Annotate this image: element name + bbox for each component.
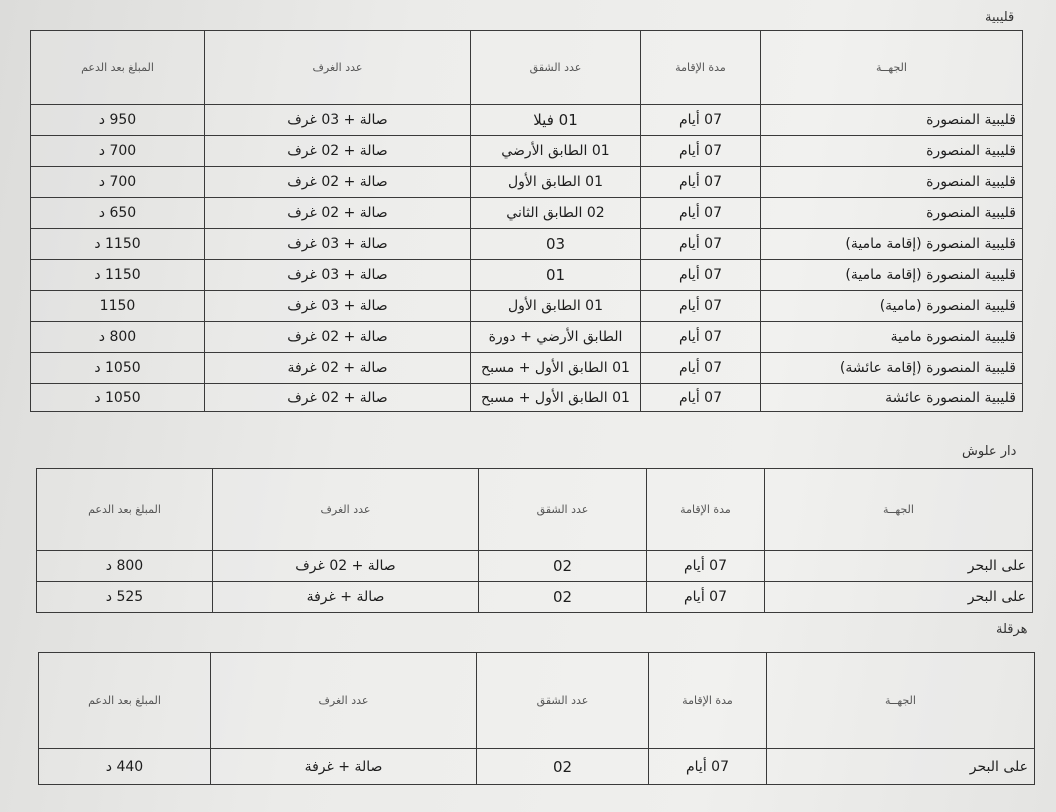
table-row [31, 105, 1023, 136]
cell-rooms: صالة + 02 غرف [205, 384, 471, 412]
cell-amount: 700 د [31, 167, 205, 198]
cell-apartments: 01 الطابق الأول [471, 167, 641, 198]
section-title-hergla: هرقلة [996, 622, 1028, 637]
table-row [31, 229, 1023, 260]
table-row [31, 384, 1023, 412]
table-row [31, 198, 1023, 229]
cell-destination: على البحر [765, 551, 1033, 582]
header-rooms: عدد الغرف [211, 653, 477, 749]
cell-amount: 1050 د [31, 353, 205, 384]
section-title-dar-allouch: دار علوش [962, 444, 1017, 459]
table-row [31, 291, 1023, 322]
table-row [31, 167, 1023, 198]
header-duration: مدة الإقامة [647, 469, 765, 551]
cell-destination: قليبية المنصورة (مامية) [761, 291, 1023, 322]
cell-rooms: صالة + 02 غرفة [205, 353, 471, 384]
cell-duration: 07 أيام [641, 105, 761, 136]
header-destination: الجهــة [761, 31, 1023, 105]
cell-rooms: صالة + 02 غرف [213, 551, 479, 582]
cell-rooms: صالة + 03 غرف [205, 229, 471, 260]
table-hergla [38, 652, 1035, 785]
table-row [31, 322, 1023, 353]
header-amount: المبلغ بعد الدعم [37, 469, 213, 551]
table-row [31, 136, 1023, 167]
cell-destination: قليبية المنصورة [761, 136, 1023, 167]
cell-apartments: 01 فيلا [471, 105, 641, 136]
table-row [37, 551, 1033, 582]
cell-apartments: 01 [471, 260, 641, 291]
cell-rooms: صالة + غرفة [211, 749, 477, 785]
cell-duration: 07 أيام [647, 582, 765, 613]
cell-apartments: 01 الطابق الأول [471, 291, 641, 322]
cell-rooms: صالة + غرفة [213, 582, 479, 613]
cell-amount: 1150 [31, 291, 205, 322]
cell-apartments: الطابق الأرضي + دورة [471, 322, 641, 353]
cell-apartments: 02 [479, 551, 647, 582]
table-header-row [37, 469, 1033, 551]
cell-duration: 07 أيام [649, 749, 767, 785]
cell-amount: 440 د [39, 749, 211, 785]
cell-destination: قليبية المنصورة مامية [761, 322, 1023, 353]
cell-amount: 950 د [31, 105, 205, 136]
table-kelibia [30, 30, 1023, 412]
header-duration: مدة الإقامة [649, 653, 767, 749]
table-row [39, 749, 1035, 785]
cell-rooms: صالة + 03 غرف [205, 105, 471, 136]
header-destination: الجهــة [767, 653, 1035, 749]
cell-destination: قليبية المنصورة (إقامة مامية) [761, 260, 1023, 291]
cell-destination: على البحر [765, 582, 1033, 613]
header-apartments: عدد الشقق [477, 653, 649, 749]
header-amount: المبلغ بعد الدعم [39, 653, 211, 749]
cell-apartments: 01 الطابق الأرضي [471, 136, 641, 167]
cell-amount: 800 د [31, 322, 205, 353]
cell-apartments: 02 الطابق الثاني [471, 198, 641, 229]
cell-duration: 07 أيام [641, 198, 761, 229]
cell-amount: 650 د [31, 198, 205, 229]
table-row [31, 260, 1023, 291]
header-duration: مدة الإقامة [641, 31, 761, 105]
cell-destination: قليبية المنصورة [761, 105, 1023, 136]
cell-duration: 07 أيام [641, 353, 761, 384]
cell-destination: على البحر [767, 749, 1035, 785]
cell-apartments: 02 [477, 749, 649, 785]
cell-rooms: صالة + 03 غرف [205, 291, 471, 322]
cell-destination: قليبية المنصورة (إقامة مامية) [761, 229, 1023, 260]
cell-duration: 07 أيام [641, 167, 761, 198]
cell-rooms: صالة + 02 غرف [205, 136, 471, 167]
table-header-row [39, 653, 1035, 749]
table-row [31, 353, 1023, 384]
cell-destination: قليبية المنصورة (إقامة عائشة) [761, 353, 1023, 384]
cell-amount: 1050 د [31, 384, 205, 412]
cell-amount: 525 د [37, 582, 213, 613]
cell-duration: 07 أيام [641, 322, 761, 353]
cell-duration: 07 أيام [641, 136, 761, 167]
header-rooms: عدد الغرف [213, 469, 479, 551]
cell-amount: 1150 د [31, 260, 205, 291]
cell-amount: 700 د [31, 136, 205, 167]
table-row [37, 582, 1033, 613]
cell-rooms: صالة + 02 غرف [205, 322, 471, 353]
cell-apartments: 01 الطابق الأول + مسبح [471, 384, 641, 412]
section-title-kelibia: قليبية [985, 10, 1015, 25]
cell-duration: 07 أيام [647, 551, 765, 582]
cell-apartments: 03 [471, 229, 641, 260]
cell-amount: 800 د [37, 551, 213, 582]
header-apartments: عدد الشقق [471, 31, 641, 105]
cell-duration: 07 أيام [641, 291, 761, 322]
table-dar-allouch [36, 468, 1033, 613]
cell-destination: قليبية المنصورة عائشة [761, 384, 1023, 412]
cell-destination: قليبية المنصورة [761, 167, 1023, 198]
cell-duration: 07 أيام [641, 384, 761, 412]
header-rooms: عدد الغرف [205, 31, 471, 105]
cell-rooms: صالة + 02 غرف [205, 167, 471, 198]
cell-duration: 07 أيام [641, 229, 761, 260]
header-amount: المبلغ بعد الدعم [31, 31, 205, 105]
header-destination: الجهــة [765, 469, 1033, 551]
cell-duration: 07 أيام [641, 260, 761, 291]
cell-destination: قليبية المنصورة [761, 198, 1023, 229]
table-header-row [31, 31, 1023, 105]
cell-rooms: صالة + 02 غرف [205, 198, 471, 229]
cell-amount: 1150 د [31, 229, 205, 260]
cell-apartments: 01 الطابق الأول + مسبح [471, 353, 641, 384]
header-apartments: عدد الشقق [479, 469, 647, 551]
cell-rooms: صالة + 03 غرف [205, 260, 471, 291]
cell-apartments: 02 [479, 582, 647, 613]
